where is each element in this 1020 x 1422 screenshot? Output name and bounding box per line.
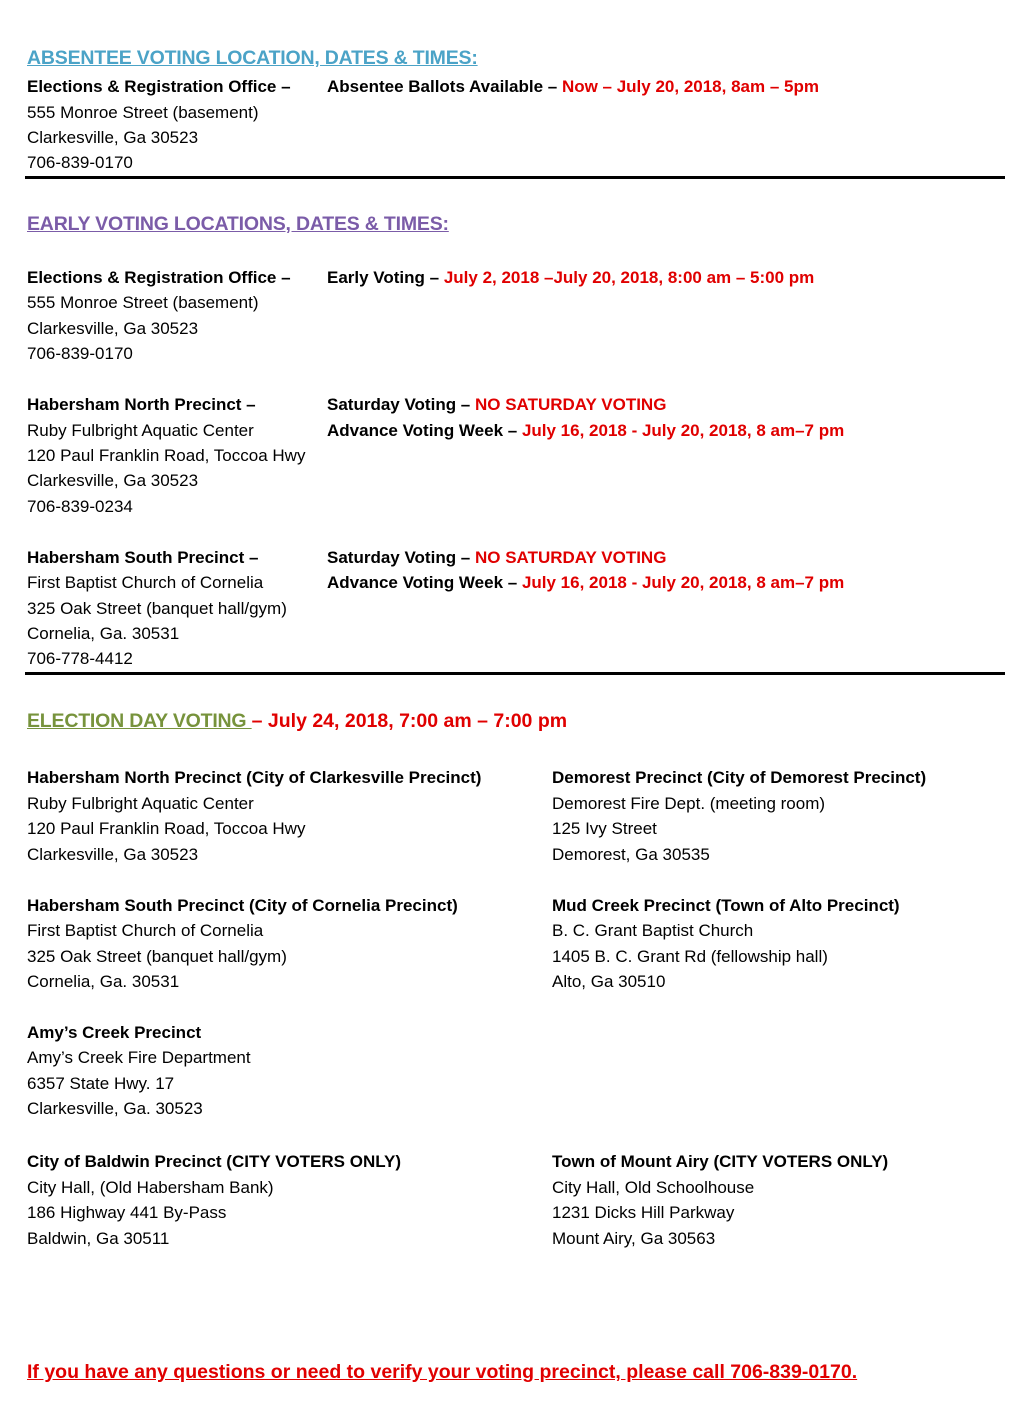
phone-line: 706-778-4412 xyxy=(27,649,133,668)
section-divider xyxy=(25,672,1005,675)
schedule-label: Advance Voting Week – xyxy=(327,421,522,440)
absentee-schedule-value: Now – July 20, 2018, 8am – 5pm xyxy=(561,77,819,96)
precinct-name: Town of Mount Airy (CITY VOTERS ONLY) xyxy=(552,1152,889,1171)
early-schedule-item xyxy=(327,570,844,596)
absentee-schedule-label: Absentee Ballots Available – xyxy=(327,77,562,96)
precinct-line: 1405 B. C. Grant Rd (fellowship hall) xyxy=(552,947,828,966)
precinct-name: Demorest Precinct (City of Demorest Precinct) xyxy=(552,768,927,787)
schedule-value: NO SATURDAY VOTING xyxy=(475,548,667,567)
early-location-name: Habersham North Precinct – xyxy=(27,395,256,414)
election-day-date: July 24, 2018, 7:00 am – 7:00 pm xyxy=(267,710,568,732)
address-line: Clarkesville, Ga 30523 xyxy=(27,319,199,338)
address-line: 120 Paul Franklin Road, Toccoa Hwy xyxy=(27,446,306,465)
absentee-heading: ABSENTEE VOTING LOCATION, DATES & TIMES: xyxy=(27,47,478,69)
schedule-label: Early Voting – xyxy=(327,268,444,287)
precinct-line: Ruby Fulbright Aquatic Center xyxy=(27,794,254,813)
absentee-phone: 706-839-0170 xyxy=(27,153,133,172)
address-line: Ruby Fulbright Aquatic Center xyxy=(27,421,254,440)
precinct-line: Demorest Fire Dept. (meeting room) xyxy=(552,794,826,813)
early-schedule-item xyxy=(327,265,814,291)
address-line: First Baptist Church of Cornelia xyxy=(27,573,264,592)
election-day-heading: ELECTION DAY VOTING xyxy=(27,710,252,732)
early-schedule-item xyxy=(327,545,666,571)
precinct-line: Baldwin, Ga 30511 xyxy=(27,1229,170,1248)
election-day-dash: – xyxy=(251,710,268,732)
footer-contact-note: If you have any questions or need to verify your voting precinct, please call 706-839-0170. xyxy=(27,1361,858,1383)
schedule-label: Advance Voting Week – xyxy=(327,573,522,592)
precinct-line: First Baptist Church of Cornelia xyxy=(27,921,264,940)
precinct-name: City of Baldwin Precinct (CITY VOTERS ONLY) xyxy=(27,1152,402,1171)
precinct-line: Cornelia, Ga. 30531 xyxy=(27,972,180,991)
precinct-line: 186 Highway 441 By-Pass xyxy=(27,1203,227,1222)
precinct-line: Demorest, Ga 30535 xyxy=(552,845,710,864)
address-line: 555 Monroe Street (basement) xyxy=(27,293,259,312)
phone-line: 706-839-0234 xyxy=(27,497,133,516)
early-voting-heading: EARLY VOTING LOCATIONS, DATES & TIMES: xyxy=(27,213,449,235)
address-line: Clarkesville, Ga 30523 xyxy=(27,471,199,490)
precinct-name: Habersham North Precinct (City of Clarkesville Precinct) xyxy=(27,768,482,787)
early-schedule-item xyxy=(327,418,844,444)
precinct-line: Clarkesville, Ga 30523 xyxy=(27,845,199,864)
schedule-value: July 2, 2018 –July 20, 2018, 8:00 am – 5:00 pm xyxy=(443,268,815,287)
precinct-line: 125 Ivy Street xyxy=(552,819,657,838)
absentee-city-line: Clarkesville, Ga 30523 xyxy=(27,128,199,147)
precinct-name: Mud Creek Precinct (Town of Alto Precinct) xyxy=(552,896,900,915)
schedule-value: July 16, 2018 - July 20, 2018, 8 am–7 pm xyxy=(521,421,845,440)
early-location-name: Elections & Registration Office – xyxy=(27,268,291,287)
phone-line: 706-839-0170 xyxy=(27,344,133,363)
precinct-name: Amy’s Creek Precinct xyxy=(27,1023,202,1042)
precinct-name: Habersham South Precinct (City of Cornelia Precinct) xyxy=(27,896,458,915)
precinct-line: B. C. Grant Baptist Church xyxy=(552,921,754,940)
section-divider xyxy=(25,176,1005,179)
precinct-line: 6357 State Hwy. 17 xyxy=(27,1074,175,1093)
precinct-line: 325 Oak Street (banquet hall/gym) xyxy=(27,947,287,966)
precinct-line: 1231 Dicks Hill Parkway xyxy=(552,1203,735,1222)
absentee-schedule xyxy=(327,74,819,100)
early-location-name: Habersham South Precinct – xyxy=(27,548,259,567)
schedule-value: July 16, 2018 - July 20, 2018, 8 am–7 pm xyxy=(521,573,845,592)
precinct-line: Mount Airy, Ga 30563 xyxy=(552,1229,716,1248)
early-schedule-item xyxy=(327,392,666,418)
precinct-line: Amy’s Creek Fire Department xyxy=(27,1048,251,1067)
absentee-location-name: Elections & Registration Office – xyxy=(27,77,291,96)
precinct-line: 120 Paul Franklin Road, Toccoa Hwy xyxy=(27,819,306,838)
absentee-address-line: 555 Monroe Street (basement) xyxy=(27,103,259,122)
address-line: Cornelia, Ga. 30531 xyxy=(27,624,180,643)
precinct-line: Clarkesville, Ga. 30523 xyxy=(27,1099,203,1118)
schedule-value: NO SATURDAY VOTING xyxy=(475,395,667,414)
precinct-line: Alto, Ga 30510 xyxy=(552,972,666,991)
schedule-label: Saturday Voting – xyxy=(327,395,475,414)
address-line: 325 Oak Street (banquet hall/gym) xyxy=(27,599,287,618)
precinct-line: City Hall, (Old Habersham Bank) xyxy=(27,1178,274,1197)
precinct-line: City Hall, Old Schoolhouse xyxy=(552,1178,755,1197)
schedule-label: Saturday Voting – xyxy=(327,548,475,567)
election-day-header xyxy=(27,709,567,735)
